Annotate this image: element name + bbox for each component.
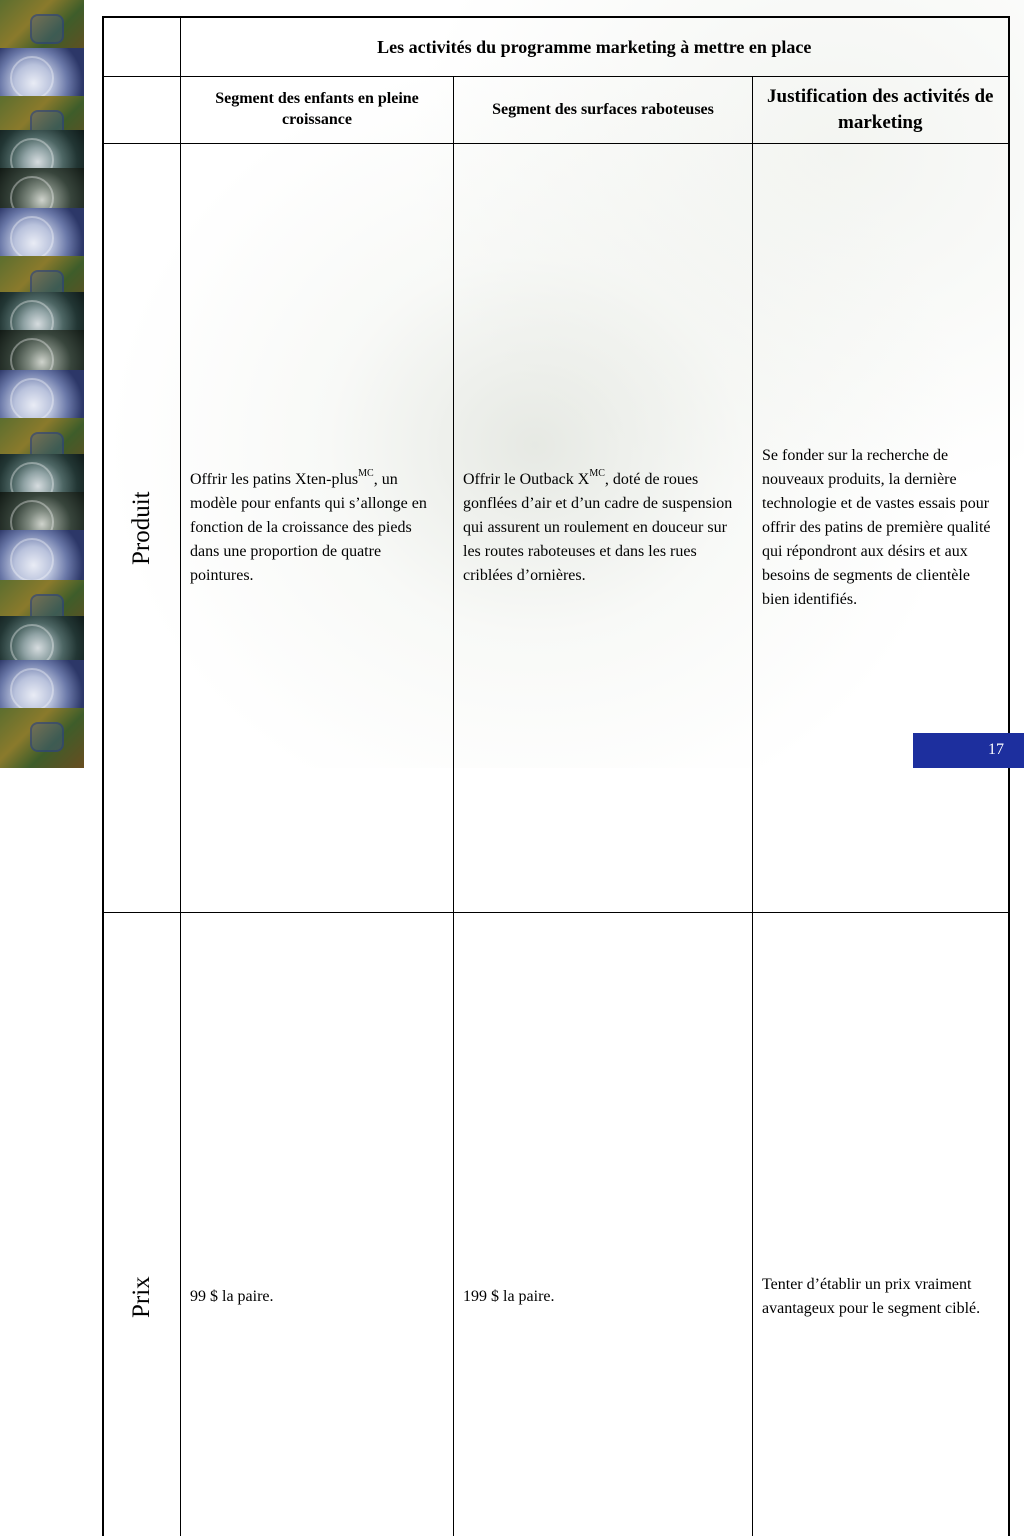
slide-number: 17 <box>988 741 1004 759</box>
marketing-activities-table <box>102 16 1010 1536</box>
header-justification: Justification des activités de marketing <box>753 77 1009 144</box>
cell-prix-surfaces <box>454 913 753 1536</box>
cell-produit-enfants: Offrir les patins Xten-plus$^{MC}$, un modèle pour enfants qui s’allonge en fonction de la croissance des pieds dans une proportion de quatre pointures. <box>181 144 454 913</box>
row-label-produit <box>103 144 181 913</box>
puzzle-piece-image <box>0 708 84 768</box>
table-row-prix <box>103 913 1009 1536</box>
slide-number-box <box>913 733 1024 768</box>
row-label-text: Produit <box>129 491 155 565</box>
cell-prix-justification <box>753 913 1009 1536</box>
corner-cell <box>103 17 181 77</box>
header-segment-surfaces: Segment des surfaces raboteuses <box>454 77 753 144</box>
header-segment-enfants: Segment des enfants en pleine croissance <box>181 77 454 144</box>
row-label-text <box>129 1276 155 1318</box>
corner-cell <box>103 77 181 144</box>
table-title: Les activités du programme marketing à mettre en place <box>181 17 1009 77</box>
cell-produit-surfaces: Offrir le Outback $X^{MC}$, doté de roues gonflées d’air et d’un cadre de suspension qui assurent un roulement en douceur sur les routes raboteuses et dans les rues criblées d’ornières. <box>454 144 753 913</box>
decorative-image-strip <box>0 0 84 768</box>
table-row-produit <box>103 144 1009 913</box>
title-row <box>103 17 1009 77</box>
cell-prix-enfants <box>181 913 454 1536</box>
cell-produit-justification: Se fonder sur la recherche de nouveaux produits, la dernière technologie et de vastes essais pour offrir des patins de première qualité qui répondront aux désirs et aux besoins de segments de clientèle bien identifiés. <box>753 144 1009 913</box>
row-label-prix <box>103 913 181 1536</box>
header-row <box>103 77 1009 144</box>
